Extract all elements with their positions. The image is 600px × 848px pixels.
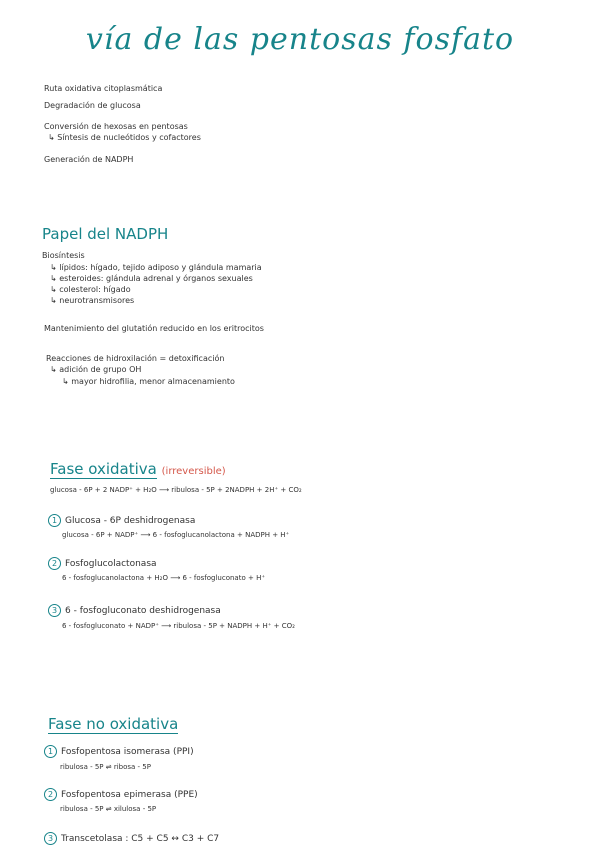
oxidative-step-2-name: Fosfoglucolactonasa	[65, 559, 157, 569]
nonoxidative-heading-text: Fase no oxidativa	[48, 715, 179, 733]
oxidative-step-2-equation: 6 - fosfoglucanolactona + H₂O ⟶ 6 - fosfogluconato + H⁺	[62, 574, 266, 582]
oxidative-heading-text: Fase oxidativa	[50, 460, 157, 478]
nonoxidative-step-1	[44, 745, 194, 758]
biosynthesis-item-steroids: ↳ esteroides: glándula adrenal y órganos sexuales	[50, 274, 253, 283]
oxidative-step-1-name: Glucosa - 6P deshidrogenasa	[65, 516, 196, 526]
oxidative-step-3-equation: 6 - fosfogluconato + NADP⁺ ⟶ ribulosa - 5P + NADPH + H⁺ + CO₂	[62, 622, 295, 630]
biosynthesis-item-neurotransmitters: ↳ neurotransmisores	[50, 296, 135, 305]
step-number-badge: 3	[48, 604, 61, 617]
step-number-badge: 1	[44, 745, 57, 758]
step-number-badge: 1	[48, 514, 61, 527]
step-number-badge: 2	[44, 788, 57, 801]
intro-line-3-sub: ↳ Síntesis de nucleótidos y cofactores	[48, 133, 201, 142]
oxidative-overall-equation: glucosa - 6P + 2 NADP⁺ + H₂O ⟶ ribulosa - 5P + 2NADPH + 2H⁺ + CO₂	[50, 486, 302, 494]
oxidative-step-3	[48, 604, 221, 617]
biosynthesis-item-cholesterol: ↳ colesterol: hígado	[50, 285, 131, 294]
step-number-badge: 3	[44, 832, 57, 845]
section-heading-oxidative	[50, 460, 226, 478]
hydroxylation-line: Reacciones de hidroxilación = detoxificación	[46, 354, 225, 363]
intro-line-3: Conversión de hexosas en pentosas	[44, 122, 188, 131]
glutathione-line: Mantenimiento del glutatión reducido en los eritrocitos	[44, 324, 264, 333]
step-number-badge: 2	[48, 557, 61, 570]
nonoxidative-step-3	[44, 832, 219, 845]
section-heading-nadph: Papel del NADPH	[42, 225, 169, 243]
oxidative-step-1-equation: glucosa - 6P + NADP⁺ ⟶ 6 - fosfoglucanolactona + NADPH + H⁺	[62, 531, 290, 539]
nonoxidative-step-2-equation: ribulosa - 5P ⇌ xilulosa - 5P	[60, 805, 157, 813]
biosynthesis-label: Biosíntesis	[42, 251, 85, 260]
oxidative-step-3-name: 6 - fosfogluconato deshidrogenasa	[65, 606, 221, 616]
intro-line-2: Degradación de glucosa	[44, 101, 141, 110]
intro-line-1: Ruta oxidativa citoplasmática	[44, 84, 163, 93]
nonoxidative-step-1-equation: ribulosa - 5P ⇌ ribosa - 5P	[60, 763, 151, 771]
page-title: vía de las pentosas fosfato	[85, 22, 515, 57]
nonoxidative-step-2	[44, 788, 198, 801]
nonoxidative-step-3-name: Transcetolasa : C5 + C5 ↔ C3 + C7	[61, 834, 220, 844]
section-heading-nonoxidative	[48, 715, 178, 733]
nonoxidative-step-2-name: Fosfopentosa epimerasa (PPE)	[61, 790, 198, 800]
hydroxylation-sub-1: ↳ adición de grupo OH	[50, 365, 142, 374]
oxidative-note: (irreversible)	[161, 466, 226, 477]
nonoxidative-step-1-name: Fosfopentosa isomerasa (PPI)	[61, 747, 194, 757]
hydroxylation-sub-2: ↳ mayor hidrofilia, menor almacenamiento	[62, 377, 235, 386]
oxidative-step-1	[48, 514, 195, 527]
oxidative-step-2	[48, 557, 157, 570]
biosynthesis-item-lipids: ↳ lípidos: hígado, tejido adiposo y glándula mamaria	[50, 263, 262, 272]
intro-line-4: Generación de NADPH	[44, 155, 134, 164]
